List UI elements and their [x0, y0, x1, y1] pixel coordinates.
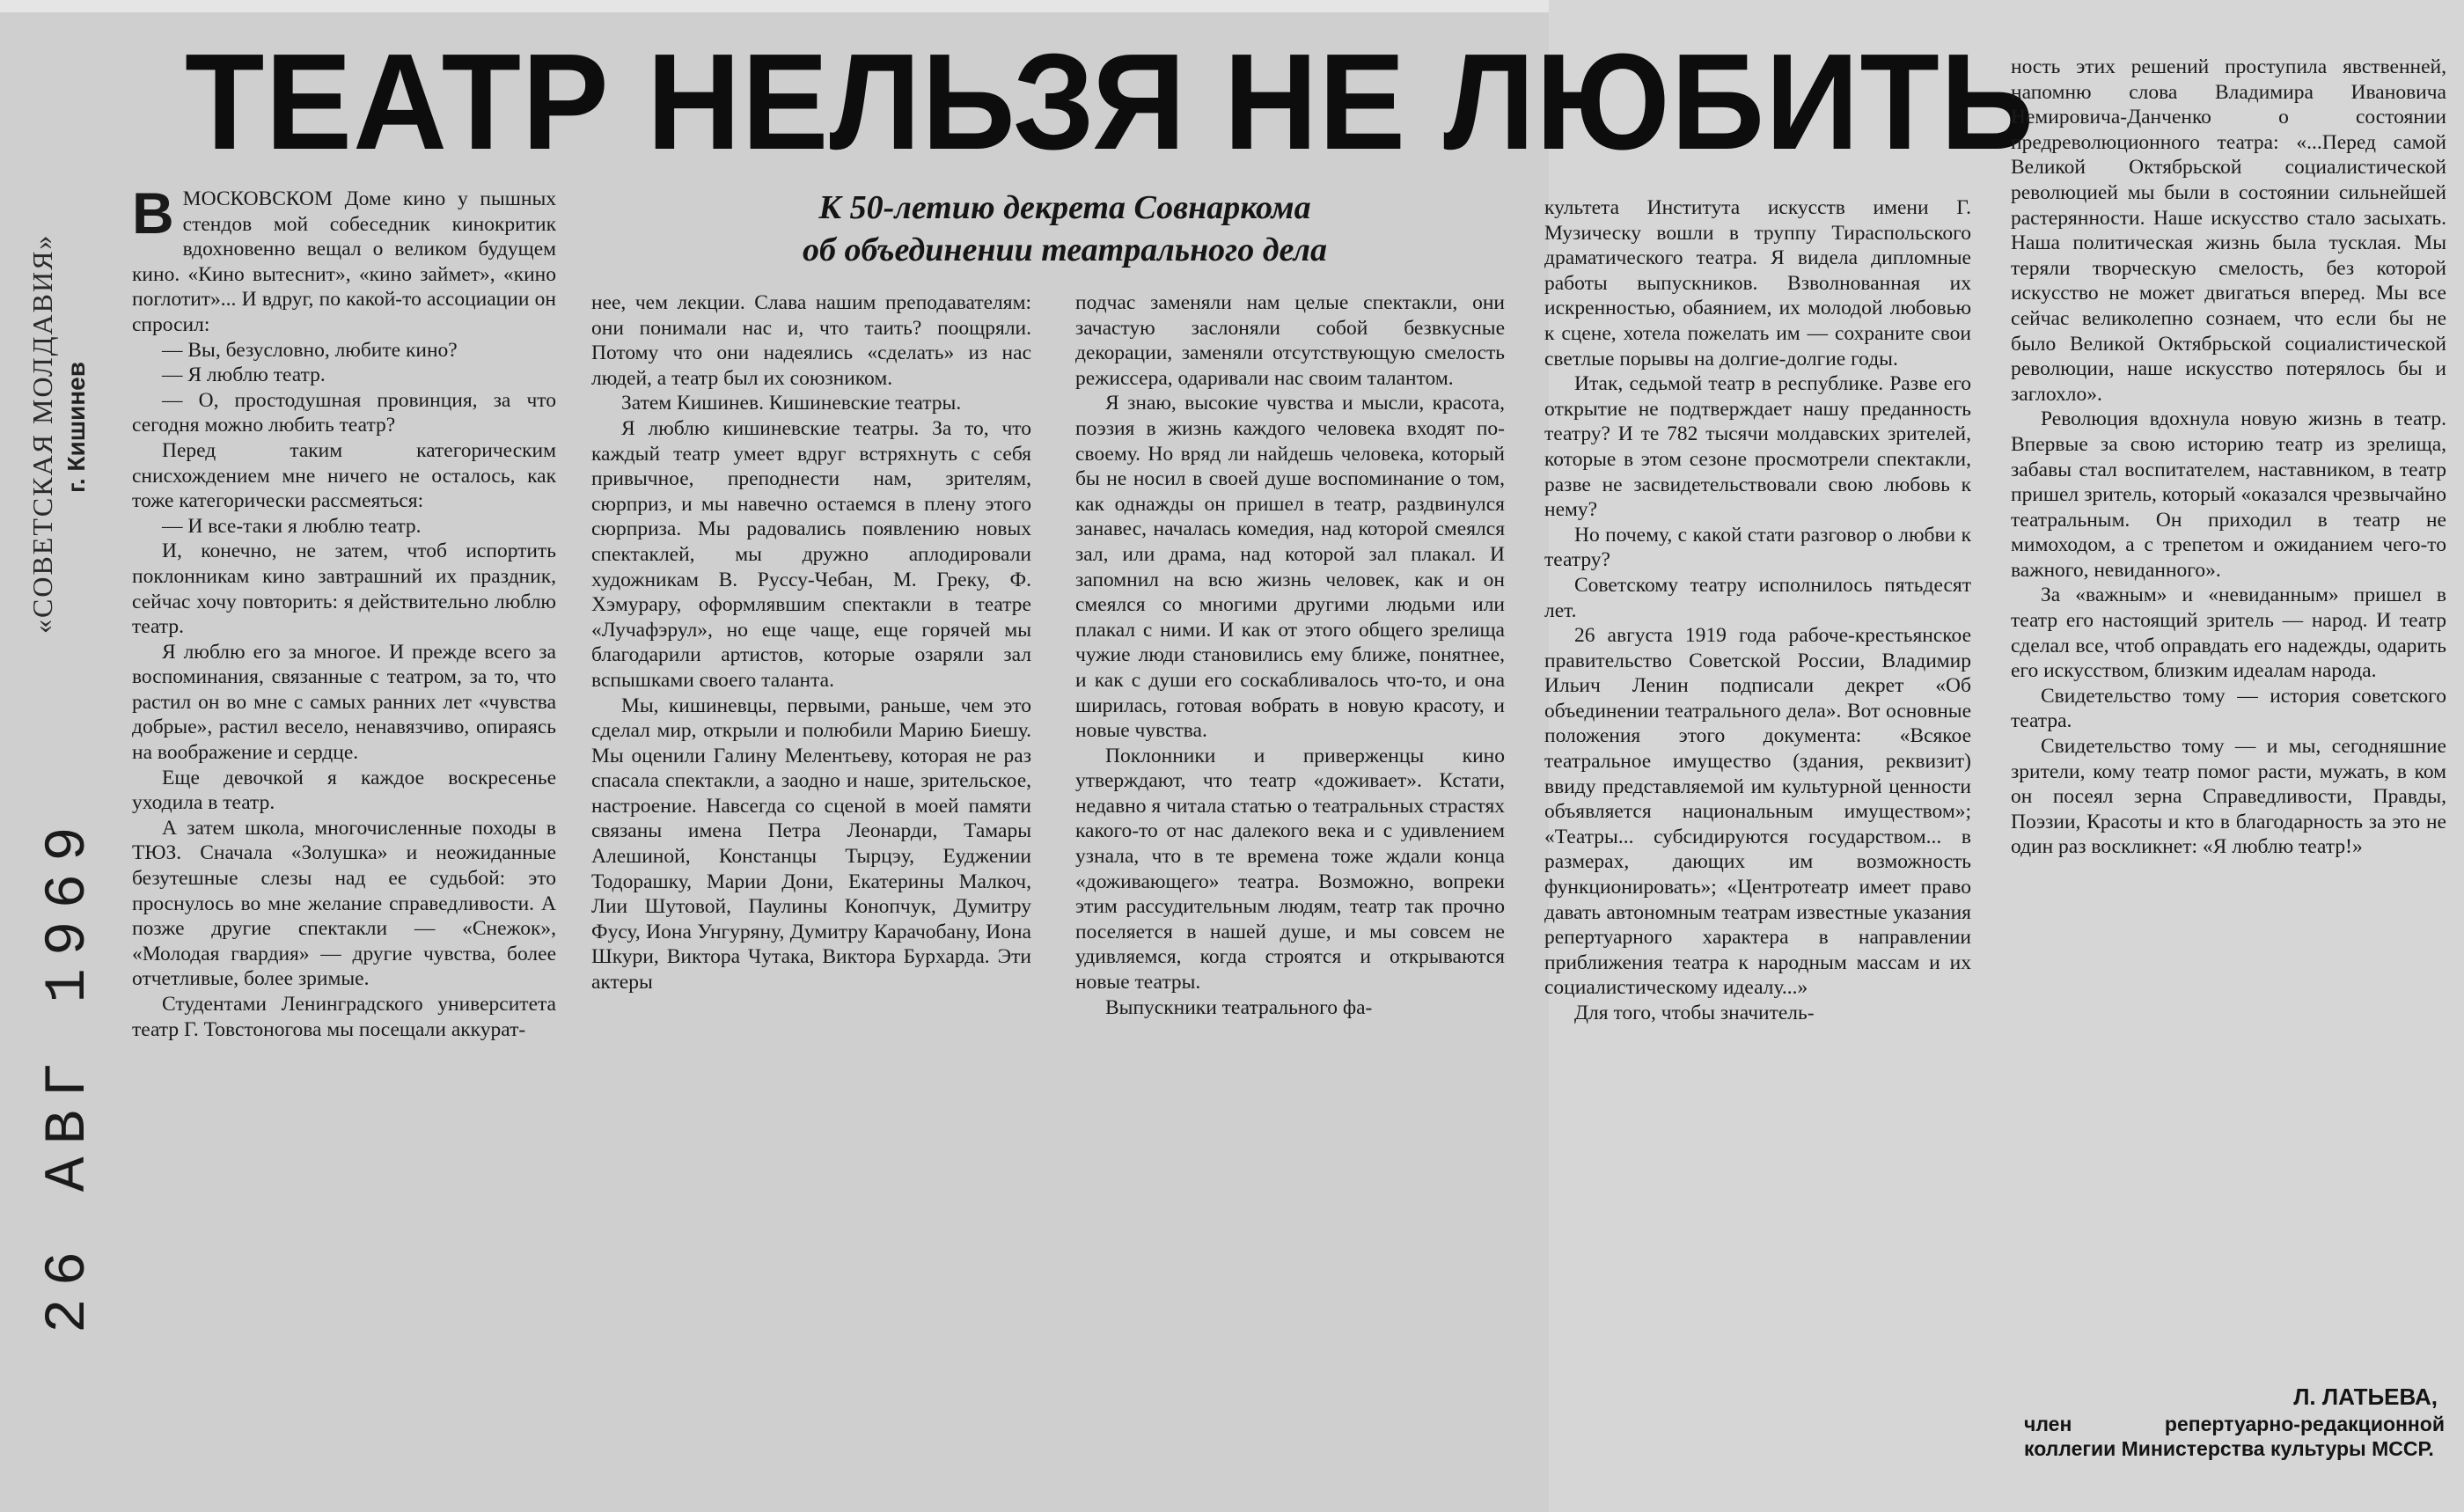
paragraph: — Вы, безусловно, любите кино? — [162, 338, 458, 362]
paragraph: — И все-таки я люблю театр. — [162, 514, 422, 538]
paragraph: нее, чем лекции. Слава нашим преподавателям: они понимали нас и, что таить? поощряли. Потому что они надеялись «сделать» из нас людей, а театр был их союзником. — [591, 291, 1031, 390]
paragraph: культета Института искусств имени Г. Музическу вошли в труппу Тираспольского драматического театра. Я видела дипломные работы выпускников. Взволнованная их искренностью, обаянием, их молодой любовью к сцене, хотела пожелать им — сохраните свои светлые порывы на долгие-долгие годы. — [1544, 196, 1971, 371]
author-signature — [2024, 1382, 2445, 1461]
paragraph: Но почему, с какой стати разговор о любви к театру? — [1544, 523, 1971, 572]
paragraph: Затем Кишинев. Кишиневские театры. — [621, 392, 962, 415]
paragraph: Для того, чтобы значитель- — [1574, 1002, 1815, 1024]
paragraph: Студентами Ленинградского университета театр Г. Товстоногова мы посещали аккурат- — [132, 993, 556, 1041]
paragraph: За «важным» и «невиданным» пришел в театр его настоящий зритель — народ. И театр сделал все, чтоб оправдать его надежды, одарить его искусством, близким идеалам народа. — [2011, 584, 2446, 683]
author-role: член репертуарно-редакционной коллегии Министерства культуры МССР. — [2024, 1413, 2445, 1460]
article-column-5 — [2011, 55, 2446, 1295]
paragraph: Перед таким категорическим снисхождением мне ничего не осталось, как тоже категорически рассмеяться: — [132, 438, 556, 513]
article-column-4 — [1544, 195, 1971, 1510]
paragraph: Свидетельство тому — история советского театра. — [2011, 684, 2446, 733]
drop-cap: В — [132, 187, 174, 246]
paragraph: Поклонники и приверженцы кино утверждают, что театр «доживает». Кстати, недавно я читала статью о театральных страстях какого-то от нас далекого века и с удивлением узнала, что в те времена тоже ждали конца «доживающего» театра. Возможно, вопреки этим рассудительным людям, театр так прочно поселяется в нашей душе, и мы совсем не удивляемся, когда строятся и открываются новые театры. — [1075, 744, 1505, 995]
article-column-3 — [1075, 290, 1505, 1509]
newspaper-masthead — [26, 234, 91, 634]
paragraph: Я люблю его за многое. И прежде всего за воспоминания, связанные с театром, за то, что растил он во мне с самых ранних лет «чувства добрые», растил весело, ненавязчиво, опираясь на воображение и сердце. — [132, 640, 556, 765]
paragraph: Выпускники театрального фа- — [1105, 995, 1373, 1019]
subheadline-line-2: об объединении театрального дела — [803, 231, 1327, 268]
article-column-1 — [132, 187, 556, 1507]
paragraph: Советскому театру исполнилось пятьдесят лет. — [1544, 573, 1971, 622]
paragraph: — Я люблю театр. — [162, 363, 326, 387]
article-column-2 — [591, 290, 1031, 1509]
paragraph: Я знаю, высокие чувства и мысли, красота, поэзия в жизнь каждого человека входят по-своему. Но вряд ли найдешь человека, который бы не носил в своей душе воспоминание о том, как однажды он пришел в театр, раздвинулся занавес, началась комедия, над которой смеялся зал, или драма, над которой зал плакал. И запомнил на всю жизнь человек, как и он смеялся со многими другими людьми или плакал с ними. И как от этого общего зрелища чужие люди становились ему ближе, понятнее, и как с души его соскабливалось что-то, и она ширилась, готовая вобрать в новую красоту, и новые чувства. — [1075, 392, 1505, 743]
newspaper-name: «СОВЕТСКАЯ МОЛДАВИЯ» — [26, 233, 58, 634]
subheadline-line-1: К 50-летию декрета Совнаркома — [818, 189, 1311, 226]
author-name: Л. ЛАТЬЕВА, — [2293, 1384, 2438, 1410]
paragraph: ность этих решений проступила явственней, напомню слова Владимира Ивановича Немировича-Данченко о состоянии предреволюционного театра: «...Перед самой Великой Октябрьской социалистической революцией мы были в состоянии сильнейшей растерянности. Наше искусство стало засыхать. Наша политическая жизнь была тусклая. Мы теряли творческую смелость, без которой искусство не может двигаться вперед. Мы все сейчас великолепно сознаем, что если бы не было Великой Октябрьской социалистической революции, наше искусство потерялось бы и заглохло». — [2011, 55, 2446, 406]
date-stamp: 26 АВГ 1969 — [35, 814, 101, 1333]
paragraph: 26 августа 1919 года рабоче-крестьянское правительство Советской России, Владимир Ильич Ленин подписали декрет «Об объединении театрального дела». Вот основные положения этого документа: «Всякое театральное имущество (здания, реквизит) ввиду представляемой им культурной ценности объявляется национальным имуществом»; «Театры... субсидируются государством... в размерах, дающих им возможность функционировать»; «Центротеатр имеет право давать автономным театрам известные указания репертуарного характера в направлении приближения театра к народным массам и их социалистическому идеалу...» — [1544, 624, 1971, 1000]
paragraph: Революция вдохнула новую жизнь в театр. Впервые за свою историю театр из зрелища, забавы стал воспитателем, наставником, в театр пришел зритель, который «оказался чрезвычайно театральным. Он приходил в театр не мимоходом, а с трепетом и ожиданием чего-то важного, невиданного». — [2011, 407, 2446, 582]
paragraph-text: МОСКОВСКОМ Доме кино у пышных стендов мой собеседник кинокритик вдохновенно вещал о великом будущем кино. «Кино вытеснит», «кино займет», «кино поглотит»... И вдруг, по какой-то ассоциации он спросил: — [132, 187, 556, 336]
article-subheadline — [669, 187, 1461, 271]
paragraph: Мы, кишиневцы, первыми, раньше, чем это сделал мир, открыли и полюбили Марию Биешу. Мы оценили Галину Мелентьеву, которая не раз спасала спектакли, а заодно и наше, зрительское, настроение. Навсегда со сценой в моей памяти связаны имена Петра Леонарди, Тамары Алешиной, Констанцы Тырцэу, Еуджении Тодорашку, Марии Дони, Екатерины Малкоч, Лии Шутовой, Паулины Конопчук, Думитру Фусу, Иона Унгуряну, Думитру Карачобану, Иона Шкури, Виктора Чутака, Виктора Бурхарда. Эти актеры — [591, 694, 1031, 995]
paragraph: Еще девочкой я каждое воскресенье уходила в театр. — [132, 766, 556, 815]
paragraph: Я люблю кишиневские театры. За то, что каждый театр умеет вдруг встряхнуть с себя привычное, преподнести нам, зрителям, сюрприз, и мы навечно остаемся в плену этого сюрприза. Мы радовались появлению новых спектаклей, мы дружно аплодировали художникам В. Руссу-Чебан, М. Греку, Ф. Хэмурару, оформлявшим спектакли в театре «Лучафэрул», но еще чаще, еще горячей мы благодарили артистов, которые озаряли зал вспышками своего таланта. — [591, 416, 1031, 692]
paragraph: Итак, седьмой театр в республике. Разве его открытие не подтверждает нашу преданность театру? И те 782 тысячи молдавских зрителей, которые в этом сезоне просмотрели спектакли, разве не засвидетельствовали свою любовь к нему? — [1544, 372, 1971, 522]
paragraph: А затем школа, многочисленные походы в ТЮЗ. Сначала «Золушка» и неожиданные безутешные слезы над ее судьбой: это проснулось во мне желание справедливости. А позже другие спектакли — «Снежок», «Молодая гвардия» — другие чувства, более отчетливые, более зримые. — [132, 816, 556, 991]
paragraph: И, конечно, не затем, чтоб испортить поклонникам кино завтрашний их праздник, сейчас хочу повторить: я действительно люблю театр. — [132, 539, 556, 639]
paragraph — [132, 187, 556, 338]
newspaper-city: г. Кишинев — [62, 362, 90, 493]
paragraph: подчас заменяли нам целые спектакли, они зачастую заслоняли собой безвкусные декорации, заменяли отсутствующую смелость режиссера, одаривали нас своим талантом. — [1075, 291, 1505, 390]
paragraph: — О, простодушная провинция, за что сегодня можно любить театр? — [132, 388, 556, 437]
paragraph: Свидетельство тому — и мы, сегодняшние зрители, кому театр помог расти, мужать, в ком он посеял зерна Справедливости, Правды, Поэзии, Красоты и кто в благодарность за это не один раз воскликнет: «Я люблю театр!» — [2011, 735, 2446, 859]
article-headline: ТЕАТР НЕЛЬЗЯ НЕ ЛЮБИТЬ — [185, 26, 2035, 179]
